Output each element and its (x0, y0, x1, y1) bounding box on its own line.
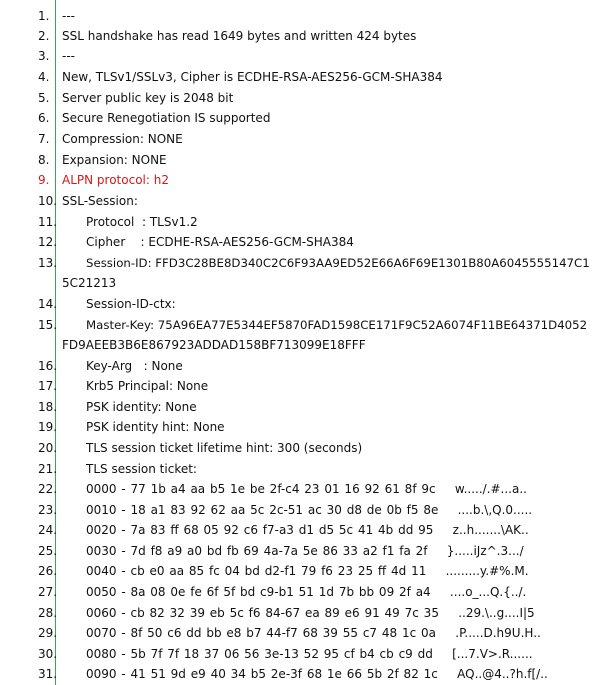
line-text: 0060 - cb 82 32 39 eb 5c f6 84-67 ea 89 e6 91 49 7c 35 ..29.\..g....I|5 (86, 606, 535, 620)
line-number: 25. (38, 544, 58, 558)
line-text: Cipher : ECDHE-RSA-AES256-GCM-SHA384 (86, 235, 354, 249)
line-number: 11. (38, 215, 58, 229)
line-number: 4. (38, 70, 50, 84)
line-text: --- (62, 9, 75, 23)
line-text: 0050 - 8a 08 0e fe 6f 5f bd c9-b1 51 1d 7b bb 09 2f a4 ....o_...Q.{../. (86, 585, 527, 599)
line-number: 8. (38, 153, 50, 167)
line-text: 0040 - cb e0 aa 85 fc 04 bd d2-f1 79 f6 23 25 ff 4d 11 .........y.#%.M. (86, 564, 529, 578)
line-text: PSK identity: None (86, 400, 197, 414)
line-number: 6. (38, 111, 50, 125)
line-number: 13. (38, 256, 58, 270)
line-number: 27. (38, 585, 58, 599)
line-number: 19. (38, 420, 58, 434)
line-text: Key-Arg : None (86, 359, 183, 373)
line-number: 22. (38, 482, 58, 496)
line-number: 7. (38, 132, 50, 146)
line-text: 0010 - 18 a1 83 92 62 aa 5c 2c-51 ac 30 d8 de 0b f5 8e ....b.\,Q.0..... (86, 503, 533, 517)
line-text-continuation: 5C21213 (62, 276, 117, 290)
line-number: 24. (38, 523, 58, 537)
line-text: 0080 - 5b 7f 7f 18 37 06 56 3e-13 52 95 cf b4 cb c9 dd [...7.V>.R...... (86, 647, 533, 661)
line-text: 0090 - 41 51 9d e9 40 34 b5 2e-3f 68 1e 66 5b 2f 82 1c AQ..@4..?h.f[/.. (86, 667, 548, 681)
line-text: Compression: NONE (62, 132, 183, 146)
line-number: 10. (38, 194, 58, 208)
line-text: --- (62, 49, 75, 63)
line-number: 30. (38, 647, 58, 661)
line-text: TLS session ticket lifetime hint: 300 (seconds) (86, 441, 363, 455)
line-number: 14. (38, 297, 58, 311)
line-number: 15. (38, 318, 58, 332)
line-text: Krb5 Principal: None (86, 379, 209, 393)
line-text: ALPN protocol: h2 (62, 173, 169, 187)
line-text: 0070 - 8f 50 c6 dd bb e8 b7 44-f7 68 39 55 c7 48 1c 0a .P.....D.h9U.H.. (86, 626, 541, 640)
line-text: Server public key is 2048 bit (62, 91, 234, 105)
line-number: 29. (38, 626, 58, 640)
line-number: 21. (38, 462, 58, 476)
line-number: 3. (38, 49, 50, 63)
line-number: 23. (38, 503, 58, 517)
line-number: 16. (38, 359, 58, 373)
line-text: Session-ID: FFD3C28BE8D340C2C6F93AA9ED52E66A6F69E1301B80A6045555147C1 (86, 256, 590, 270)
line-text: 0000 - 77 1b a4 aa b5 1e be 2f-c4 23 01 16 92 61 8f 9c w...../.#...a.. (86, 482, 527, 496)
line-text: New, TLSv1/SSLv3, Cipher is ECDHE-RSA-AES256-GCM-SHA384 (62, 70, 443, 84)
line-number: 9. (38, 173, 50, 187)
line-text: TLS session ticket: (86, 462, 197, 476)
line-number: 18. (38, 400, 58, 414)
line-text: Expansion: NONE (62, 153, 167, 167)
line-number: 12. (38, 235, 58, 249)
line-number: 17. (38, 379, 58, 393)
line-text-continuation: FD9AEEB3B6E867923ADDAD158BF713099E18FFF (62, 338, 366, 352)
line-number: 2. (38, 29, 50, 43)
line-text: Secure Renegotiation IS supported (62, 111, 271, 125)
line-number: 31. (38, 667, 58, 681)
line-number: 1. (38, 9, 50, 23)
line-text: Master-Key: 75A96EA77E5344EF5870FAD1598CE171F9C52A6074F11BE64371D4052 (86, 318, 588, 332)
line-text: 0020 - 7a 83 ff 68 05 92 c6 f7-a3 d1 d5 5c 41 4b dd 95 z..h.......\AK.. (86, 523, 529, 537)
line-number: 20. (38, 441, 58, 455)
line-text: PSK identity hint: None (86, 420, 225, 434)
line-text: Protocol : TLSv1.2 (86, 215, 198, 229)
line-number: 26. (38, 564, 58, 578)
line-text: 0030 - 7d f8 a9 a0 bd fb 69 4a-7a 5e 86 33 a2 f1 fa 2f }.....iJz^.3.../ (86, 544, 524, 558)
line-text: SSL handshake has read 1649 bytes and written 424 bytes (62, 29, 417, 43)
line-number: 5. (38, 91, 50, 105)
line-number: 28. (38, 606, 58, 620)
line-text: SSL-Session: (62, 194, 138, 208)
line-text: Session-ID-ctx: (86, 297, 176, 311)
